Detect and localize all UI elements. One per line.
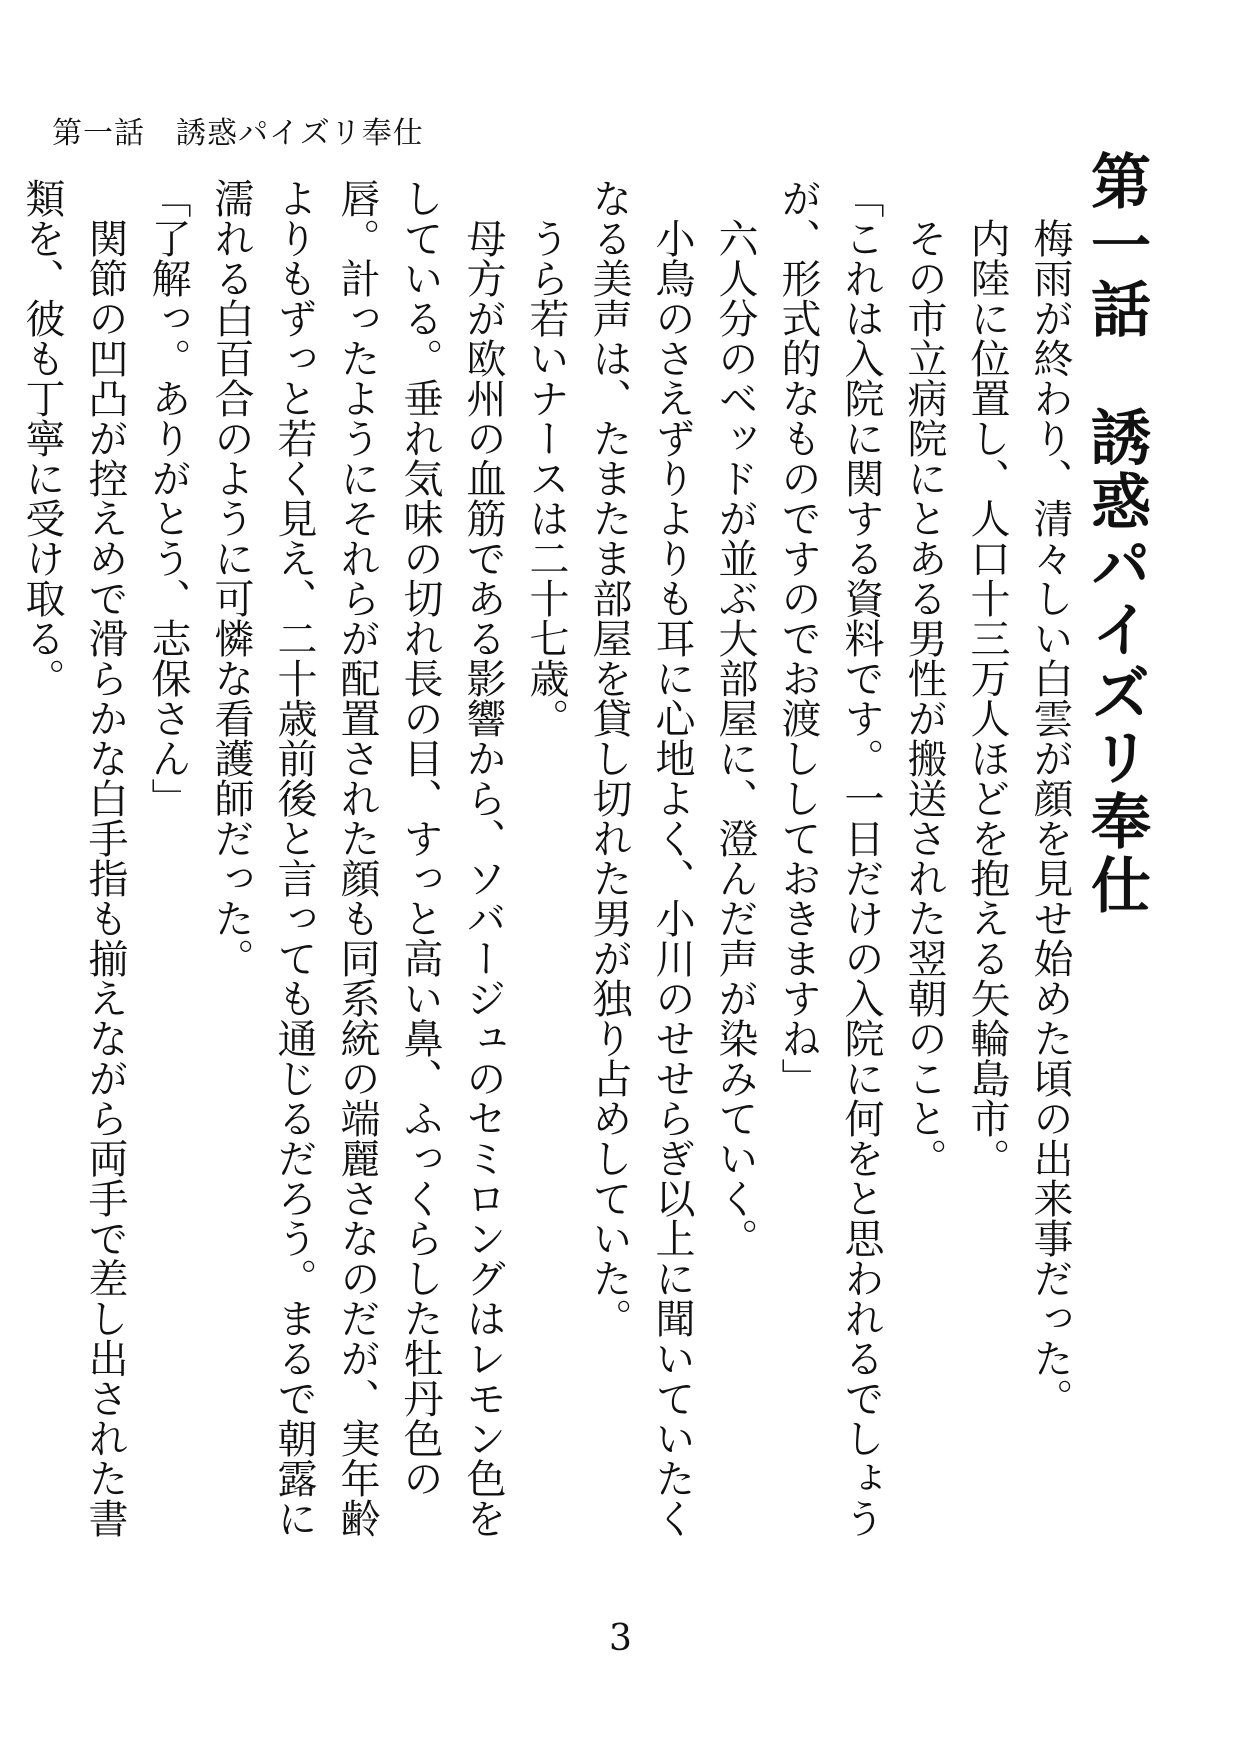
dialogue-1: 「これは入院に関する資料です。一日だけの入院に何をと思われるでしょうが、形式的なものですのでお渡ししておきますね」: [775, 178, 884, 1538]
body-text: [10, 178, 1081, 1568]
paragraph-2: 内陸に位置し、人口十三万人ほどを抱える矢輪島市。: [964, 218, 1010, 1178]
dialogue-2: 「了解っ。ありがとう、志保さん」: [145, 178, 191, 818]
paragraph-5: 六人分のベッドが並ぶ大部屋に、澄んだ声が染みていく。: [712, 218, 758, 1258]
paragraph-10: 関節の凹凸が控えめで滑らかな白手指も揃えながら両手で差し出された書類を、彼も丁寧に受け取る。: [19, 178, 128, 1538]
paragraph-1: 梅雨が終わり、清々しい白雲が顔を見せ始めた頃の出来事だった。: [1027, 218, 1073, 1418]
page-number: 3: [609, 1618, 632, 1659]
paragraph-8: 母方が欧州の血筋である影響から、ソバージュのセミロングはレモン色をしている。垂れ気味の切れ長の目、すっと高い鼻、ふっくらした牡丹色の唇。計ったようにそれらが配置された顔も同系統の端麗さなのだが、実年齢よりもずっと若く見え、二十歳前後と言っても通じるだろう。まるで朝露に濡れる白百合のように可憐な看護師だった。: [208, 178, 506, 1538]
paragraph-6: 小鳥のさえずりよりも耳に心地よく、小川のせせらぎ以上に聞いていたくなる美声は、たまたま部屋を貸し切れた男が独り占めしていた。: [586, 178, 695, 1538]
paragraph-3: その市立病院にとある男性が搬送された翌朝のこと。: [901, 218, 947, 1178]
chapter-title: 第一話 誘惑パイズリ奉仕: [1081, 150, 1151, 918]
running-header: 第一話 誘惑パイズリ奉仕: [52, 116, 424, 151]
paragraph-7: うら若いナースは二十七歳。: [523, 218, 569, 738]
